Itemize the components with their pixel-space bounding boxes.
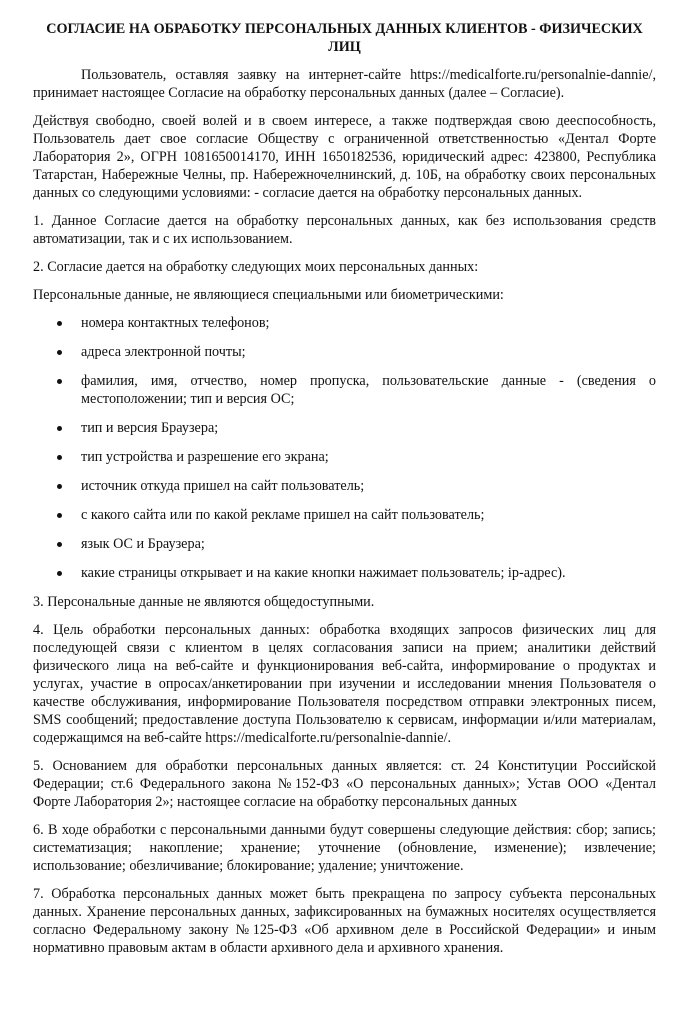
document-title: СОГЛАСИЕ НА ОБРАБОТКУ ПЕРСОНАЛЬНЫХ ДАННЫХ КЛИЕНТОВ - ФИЗИЧЕСКИХ ЛИЦ xyxy=(46,21,643,55)
list-item: язык ОС и Браузера; xyxy=(33,535,656,553)
clause-2: 2. Согласие дается на обработку следующих моих персональных данных: xyxy=(33,259,479,275)
list-item: источник откуда пришел на сайт пользователь; xyxy=(33,477,656,495)
bullet-icon xyxy=(57,513,62,518)
list-item: адреса электронной почты; xyxy=(33,343,656,361)
list-item: какие страницы открывает и на какие кнопки нажимает пользователь; ip-адрес). xyxy=(33,564,656,582)
list-item: фамилия, имя, отчество, номер пропуска, пользовательские данные - (сведения о местоположении; тип и версия ОС; xyxy=(33,372,656,408)
personal-data-list xyxy=(33,314,656,582)
clause-7: 7. Обработка персональных данных может быть прекращена по запросу субъекта персональных данных. Хранение персональных данных, зафиксированных на бумажных носителях осуществляется согласно Федеральному закону №125-ФЗ «Об архивном деле в Российской Федерации» и иным нормативно правовым актам в области архивного дела и архивного хранения. xyxy=(33,886,656,956)
bullet-icon xyxy=(57,484,62,489)
clause-2-subheading: Персональные данные, не являющиеся специальными или биометрическими: xyxy=(33,287,504,303)
list-item: номера контактных телефонов; xyxy=(33,314,656,332)
clause-1: 1. Данное Согласие дается на обработку персональных данных, как без использования средств автоматизации, так и с их использованием. xyxy=(33,213,656,247)
bullet-icon xyxy=(57,542,62,547)
intro-paragraph: Пользователь, оставляя заявку на интернет-сайте https://medicalforte.ru/personalnie-dannie/, принимает настоящее Согласие на обработку персональных данных (далее – Согласие). xyxy=(33,67,656,101)
consent-paragraph: Действуя свободно, своей волей и в своем интересе, а также подтверждая свою дееспособность, Пользователь дает свое согласие Обществу с ограниченной ответственностью «Дентал Форте Лаборатория 2», ОГРН 1081650014170, ИНН 1650182536, юридический адрес: 423800, Республика Татарстан, Набережные Челны, пр. Набережночелнинский, д. 10Б, на обработку своих персональных данных со следующими условиями: - согласие дается на обработку персональных данных. xyxy=(33,113,656,201)
clause-3: 3. Персональные данные не являются общедоступными. xyxy=(33,594,375,610)
bullet-icon xyxy=(57,379,62,384)
clause-6: 6. В ходе обработки с персональными данными будут совершены следующие действия: сбор; запись; систематизация; накопление; хранение; уточнение (обновление, изменение); извлечение; использование; обезличивание; блокирование; удаление; уничтожение. xyxy=(33,822,656,874)
clause-4: 4. Цель обработки персональных данных: обработка входящих запросов физических лиц для последующей связи с клиентом в целях согласования записи на прием; аналитики действий физического лица на веб-сайте и функционирования веб-сайта, информирование о продуктах и услугах, участие в опросах/анкетировании при изучении и исследовании мнения Пользователя о качестве обслуживания, информирование Пользователя посредством отправки электронных писем, SMS сообщений; предоставление доступа Пользователю к сервисам, информации и/или материалам, содержащимся на веб-сайте https://medicalforte.ru/personalnie-dannie/. xyxy=(33,622,656,746)
bullet-icon xyxy=(57,571,62,576)
bullet-icon xyxy=(57,426,62,431)
list-item: тип и версия Браузера; xyxy=(33,419,656,437)
clause-5: 5. Основанием для обработки персональных данных является: ст. 24 Конституции Российской Федерации; ст.6 Федерального закона №152-ФЗ «О персональных данных»; Устав ООО «Дентал Форте Лаборатория 2»; настоящее согласие на обработку персональных данных xyxy=(33,758,656,810)
list-item: тип устройства и разрешение его экрана; xyxy=(33,448,656,466)
list-item: с какого сайта или по какой рекламе пришел на сайт пользователь; xyxy=(33,506,656,524)
bullet-icon xyxy=(57,350,62,355)
bullet-icon xyxy=(57,455,62,460)
bullet-icon xyxy=(57,321,62,326)
